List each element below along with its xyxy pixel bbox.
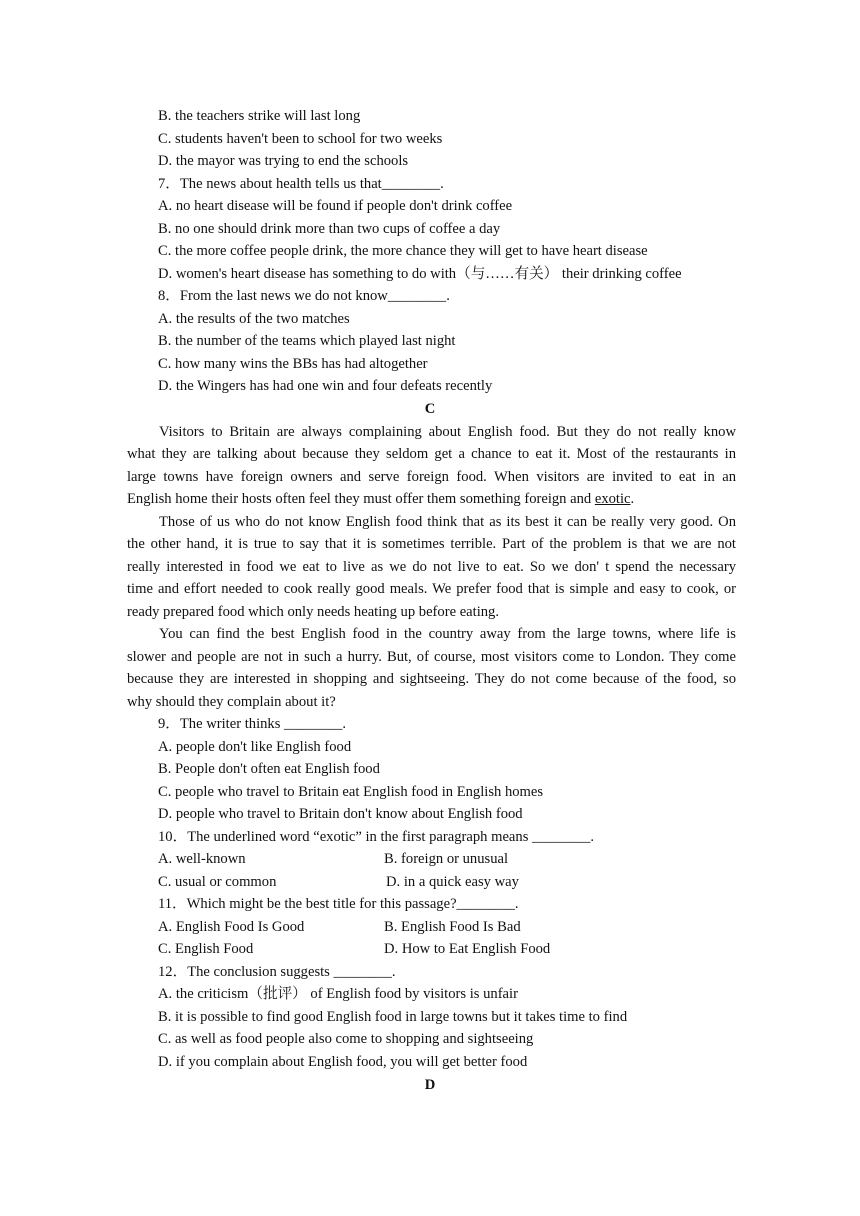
passage-c-p1-end: . [630, 491, 635, 507]
q11-option-c: C. English Food [158, 941, 254, 957]
passage-c-p3-line1: You can find the best English food in the country away from the large towns, where life is [159, 626, 736, 642]
q12-option-b: B. it is possible to find good English food in large towns but it takes time to find [158, 1009, 628, 1025]
underlined-word-exotic: exotic [594, 491, 631, 507]
q6-option-b: B. the teachers strike will last long [158, 108, 361, 124]
q10-option-c: C. usual or common [158, 874, 277, 890]
q7-option-c: C. the more coffee people drink, the more chance they will get to have heart disease [158, 243, 648, 259]
q12-option-a: A. the criticism（批评） of English food by visitors is unfair [158, 986, 518, 1002]
passage-c-p2-line5: ready prepared food which only needs heating up before eating. [127, 604, 499, 620]
q11-option-a: A. English Food Is Good [158, 919, 305, 935]
passage-c-p1-line4 [127, 489, 634, 509]
passage-c-p1-line1: Visitors to Britain are always complaining about English food. But they do not really know [159, 424, 736, 440]
passage-c-p3-line2: slower and people are not in such a hurry. But, of course, most visitors come to London. They come [127, 649, 736, 665]
q12-option-c: C. as well as food people also come to shopping and sightseeing [158, 1031, 534, 1047]
q12-option-d: D. if you complain about English food, you will get better food [158, 1054, 528, 1070]
q6-option-d: D. the mayor was trying to end the schools [158, 153, 409, 169]
q7-option-b: B. no one should drink more than two cups of coffee a day [158, 221, 501, 237]
q9-option-b: B. People don't often eat English food [158, 761, 380, 777]
q10-option-d: D. in a quick easy way [386, 874, 519, 890]
passage-c-p3-line3: because they are interested in shopping and sightseeing. They do not come because of the food, so [127, 671, 736, 687]
q8-option-b: B. the number of the teams which played last night [158, 333, 456, 349]
q12-stem: 12．The conclusion suggests ________. [158, 964, 396, 980]
q8-option-a: A. the results of the two matches [158, 311, 350, 327]
section-c-heading: C [424, 401, 436, 417]
passage-c-p2-line1: Those of us who do not know English food think that as its best it can be really very good. On [159, 514, 736, 530]
q10-stem: 10．The underlined word “exotic” in the first paragraph means ________. [158, 829, 595, 845]
q7-stem: 7．The news about health tells us that________. [158, 176, 444, 192]
q8-stem: 8．From the last news we do not know________. [158, 288, 450, 304]
passage-c-p1-line2: what they are talking about because they seldom get a chance to eat it. Most of the restaurants in [127, 446, 736, 462]
q7-option-a: A. no heart disease will be found if people don't drink coffee [158, 198, 513, 214]
q9-option-d: D. people who travel to Britain don't know about English food [158, 806, 523, 822]
q7-option-d: D. women's heart disease has something to do with（与……有关） their drinking coffee [158, 266, 682, 282]
q6-option-c: C. students haven't been to school for two weeks [158, 131, 443, 147]
passage-c-p1-line4-text: English home their hosts often feel they must offer them something foreign and [127, 491, 595, 507]
section-d-heading: D [424, 1077, 436, 1093]
q11-option-b: B. English Food Is Bad [384, 919, 521, 935]
q8-option-d: D. the Wingers has had one win and four defeats recently [158, 378, 493, 394]
q9-option-a: A. people don't like English food [158, 739, 352, 755]
q10-option-a: A. well-known [158, 851, 246, 867]
passage-c-p2-line2: the other hand, it is true to say that it is sometimes terrible. Part of the problem is that we are not [127, 536, 736, 552]
q10-option-b: B. foreign or unusual [384, 851, 509, 867]
passage-c-p2-line4: time and effort needed to cook really good meals. We prefer food that is simple and easy to cook, or [127, 581, 736, 597]
passage-c-p3-line4: why should they complain about it? [127, 694, 336, 710]
passage-c-p1-line3: large towns have foreign owners and serve foreign food. When visitors are invited to eat in an [127, 469, 736, 485]
q11-option-d: D. How to Eat English Food [384, 941, 551, 957]
q8-option-c: C. how many wins the BBs has had altogether [158, 356, 428, 372]
q9-option-c: C. people who travel to Britain eat English food in English homes [158, 784, 544, 800]
q11-stem: 11．Which might be the best title for this passage?________. [158, 896, 519, 912]
q9-stem: 9．The writer thinks ________. [158, 716, 347, 732]
passage-c-p2-line3: really interested in food we eat to live as we do not live to eat. So we don' t spend the necessary [127, 559, 736, 575]
